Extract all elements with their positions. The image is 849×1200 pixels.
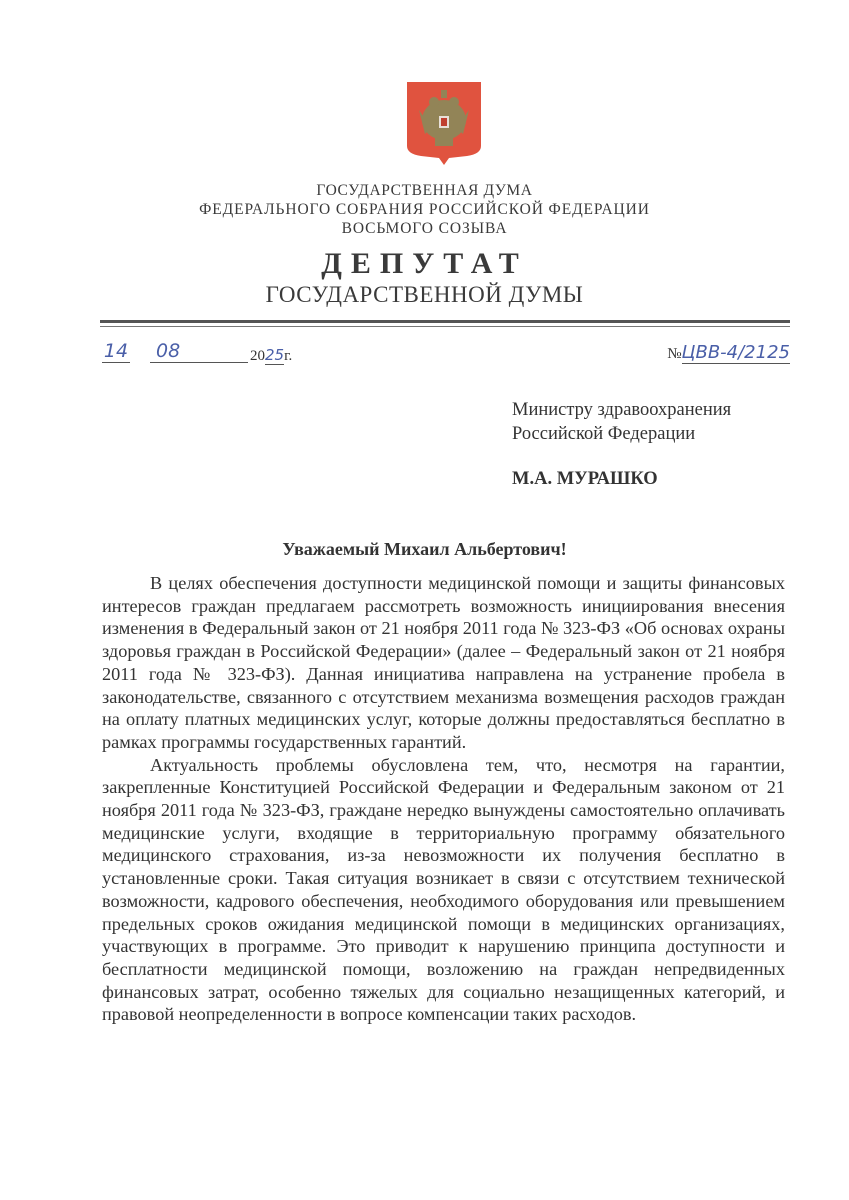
date-day: 14 — [103, 340, 129, 362]
addressee-block — [512, 398, 731, 446]
salutation: Уважаемый Михаил Альбертович! — [282, 539, 567, 559]
org-name-line1: ГОСУДАРСТВЕННАЯ ДУМА — [316, 182, 533, 199]
addressee-organization: Российской Федерации — [512, 424, 696, 444]
letterhead-subtitle: ГОСУДАРСТВЕННОЙ ДУМЫ — [265, 282, 584, 307]
number-handwritten: ЦВВ-4/2125 — [681, 342, 790, 363]
russian-coat-of-arms-icon — [405, 80, 483, 166]
outgoing-number — [667, 342, 790, 363]
year-suffix: г. — [284, 348, 293, 364]
header-divider-thick — [100, 320, 790, 323]
addressee-name: М.А. МУРАШКО — [512, 469, 658, 489]
registration-row — [100, 340, 790, 370]
letter-body — [102, 572, 785, 1026]
number-prefix: № — [667, 346, 682, 362]
date-month: 08 — [150, 340, 248, 363]
year-prefix: 20 — [250, 348, 265, 364]
paragraph: В целях обеспечения доступности медицинской помощи и защиты финансовых интересов граждан предлагаем рассмотреть возможность инициирования внесения изменения в Федеральный закон от 21 ноября 2011 года № 323-ФЗ «Об основах охраны здоровья граждан в Российской Федерации» (далее – Федеральный закон от 21 ноября 2011 года № 323-ФЗ). Данная инициатива направлена на устранение пробела в законодательстве, связанного с отсутствием механизма возмещения расходов граждан на оплату платных медицинских услуг, которые должны предоставляться бесплатно в рамках программы государственных гарантий. — [102, 573, 785, 752]
paragraph: Актуальность проблемы обусловлена тем, что, несмотря на гарантии, закрепленные Конституцией Российской Федерации и Федеральным законом от 21 ноября 2011 года № 323-ФЗ, граждане нередко вынуждены самостоятельно оплачивать медицинские услуги, входящие в территориальную программу обязательного медицинского страхования, из-за невозможности их получения бесплатно в установленные сроки. Такая ситуация возникает в связи с отсутствием технической возможности, кадрового обеспечения, необходимого оборудования или превышением предельных сроков ожидания медицинской помощи в медицинских организациях, участвующих в программе. Это приводит к нарушению принципа доступности и бесплатности медицинской помощи, возложению на граждан непредвиденных финансовых затрат, особенно тяжелых для социально незащищенных категорий, и правовой неопределенности в вопросе компенсации таких расходов. — [102, 754, 785, 1025]
addressee-position: Министру здравоохранения — [512, 400, 732, 420]
date-year — [250, 346, 292, 365]
letterhead-title: ДЕПУТАТ — [321, 247, 528, 280]
year-handwritten: 25 — [265, 346, 285, 364]
header-divider-thin — [100, 326, 790, 327]
org-convocation: ВОСЬМОГО СОЗЫВА — [341, 220, 508, 237]
org-name-line2: ФЕДЕРАЛЬНОГО СОБРАНИЯ РОССИЙСКОЙ ФЕДЕРАЦИИ — [199, 201, 650, 218]
